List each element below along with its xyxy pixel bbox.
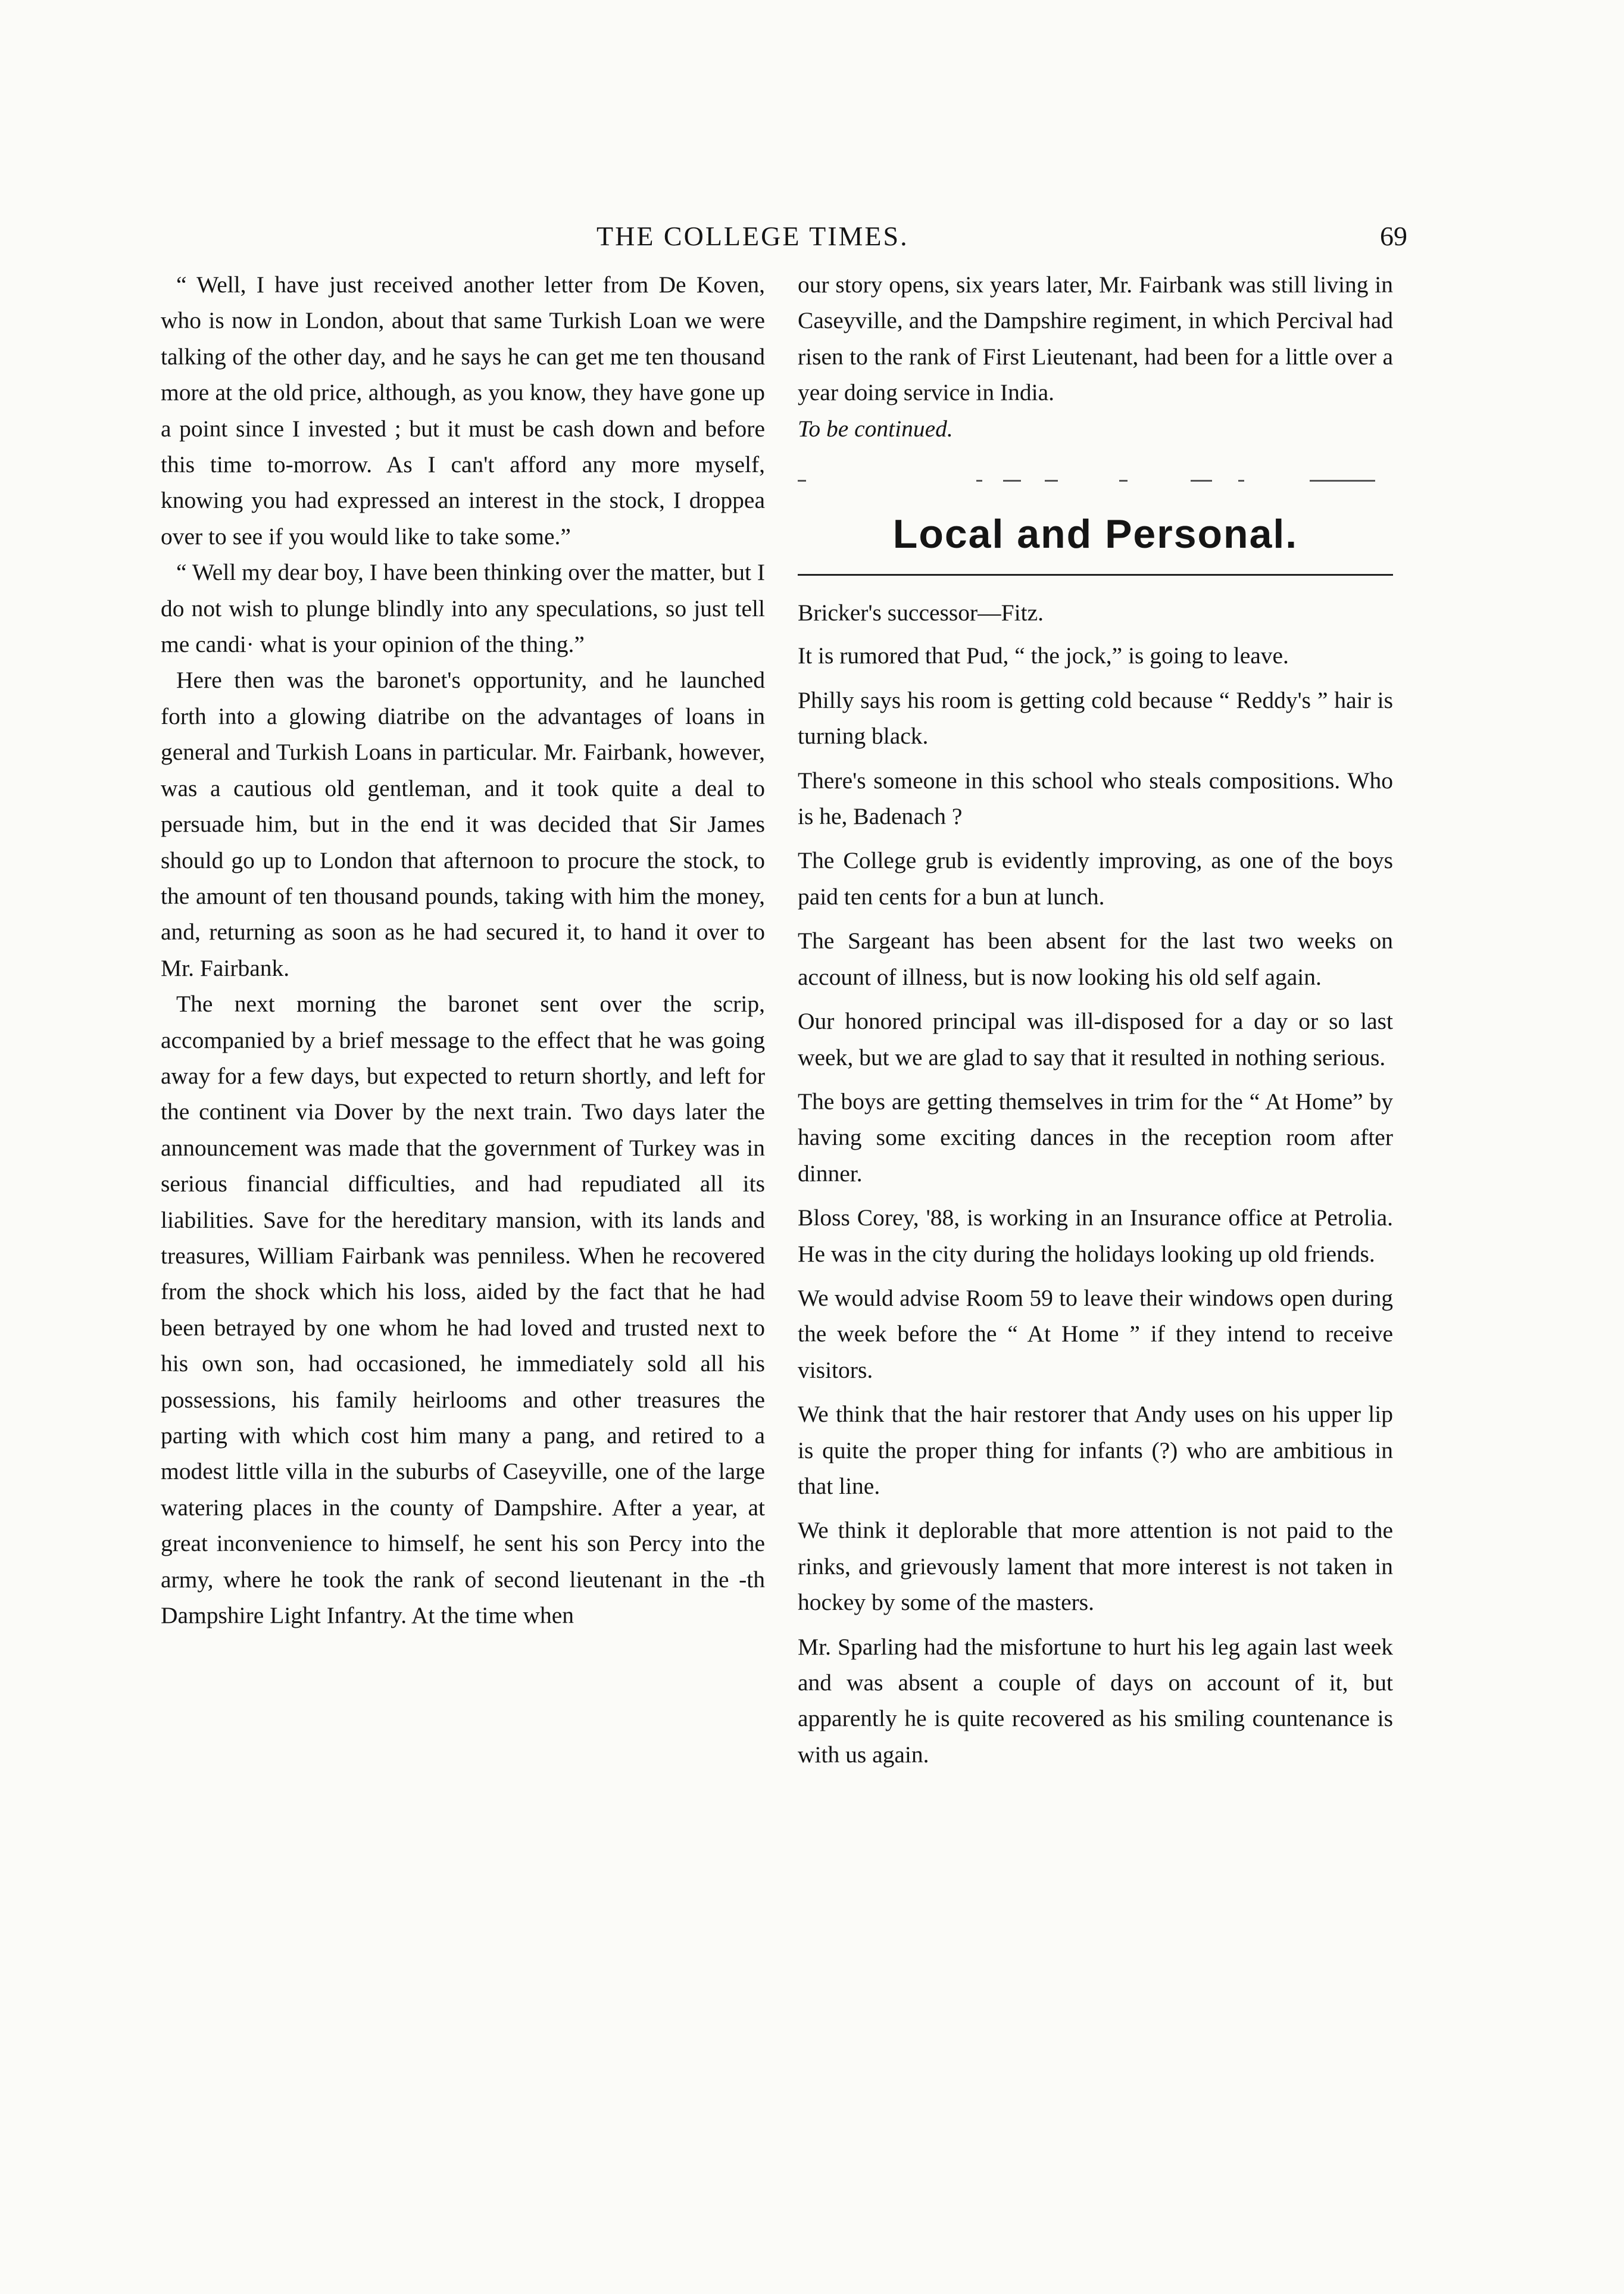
story-paragraph: our story opens, six years later, Mr. Fairbank was still living in Caseyville, and the Dampshire regiment, in which Percival had risen to the rank of First Lieutenant, had been for a little over a year doing service in India. xyxy=(798,271,1393,406)
note-item: The boys are getting themselves in trim for the “ At Home” by having some exciting dances in the reception room after dinner. xyxy=(798,1088,1393,1187)
note-item: We think it deplorable that more attention is not paid to the rinks, and grievously lament that more interest is not taken in hockey by some of the masters. xyxy=(798,1517,1393,1616)
running-head xyxy=(0,220,1624,256)
to-be-continued: To be continued. xyxy=(798,415,953,442)
story-paragraph: The next morning the baronet sent over the scrip, accompanied by a brief message to the effect that he was going away for a few days, but expected to return shortly, and left for the continent via Dover by the next train. Two days later the announcement was made that the government of Turkey was in serious financial difficulties, and had repudiated all its liabilities. Save for the hereditary mansion, with its lands and treasures, William Fairbank was penniless. When he recovered from the shock which his loss, aided by the fact that he had been betrayed by one whom he had loved and trusted next to his own son, had occasioned, he immediately sold all his possessions, his family heirlooms and other treasures the parting with which cost him many a pang, and retired to a modest little villa in the suburbs of Caseyville, one of the large watering places in the county of Dampshire. After a year, at great inconvenience to himself, he sent his son Percy into the army, where he took the rank of second lieutenant in the -th Dampshire Light Infantry. At the time when xyxy=(161,991,765,1629)
decorative-dashes xyxy=(798,473,1393,489)
page-number: 69 xyxy=(1380,221,1407,251)
story-paragraph: “ Well, I have just received another letter from De Koven, who is now in London, about that same Turkish Loan we were talking of the other day, and he says he can get me ten thousand more at the old price, although, as you know, they have gone up a point since I invested ; but it must be cash down and before this time to-morrow. As I can't afford any more myself, knowing you had expressed an interest in the stock, I droppea over to see if you would like to take some.” xyxy=(161,271,765,550)
note-item: There's someone in this school who steals compositions. Who is he, Badenach ? xyxy=(798,767,1393,830)
section-rule xyxy=(798,574,1393,576)
note-item: Our honored principal was ill-disposed for a day or so last week, but we are glad to say that it resulted in nothing serious. xyxy=(798,1008,1393,1070)
local-notes xyxy=(798,595,1393,1772)
note-item: Bloss Corey, '88, is working in an Insurance office at Petrolia. He was in the city during the holidays looking up old friends. xyxy=(798,1204,1393,1267)
note-item: We think that the hair restorer that Andy uses on his upper lip is quite the proper thing for infants (?) who are ambitious in that line. xyxy=(798,1401,1393,1499)
note-item: We would advise Room 59 to leave their windows open during the week before the “ At Home ” if they intend to receive visitors. xyxy=(798,1284,1393,1383)
note-item: Bricker's successor—Fitz. xyxy=(798,600,1044,626)
note-item: It is rumored that Pud, “ the jock,” is going to leave. xyxy=(798,642,1289,669)
story-paragraph: Here then was the baronet's opportunity, and he launched forth into a glowing diatribe on the advantages of loans in general and Turkish Loans in particular. Mr. Fairbank, however, was a cautious old gentleman, and it took quite a deal to persuade him, but in the end it was decided that Sir James should go up to London that afternoon to procure the stock, to the amount of ten thousand pounds, taking with him the money, and, returning as soon as he had secured it, to hand it over to Mr. Fairbank. xyxy=(161,667,765,981)
running-title: THE COLLEGE TIMES. xyxy=(596,221,909,251)
section-title: Local and Personal. xyxy=(892,511,1298,557)
story-paragraph: “ Well my dear boy, I have been thinking over the matter, but I do not wish to plunge blindly into any speculations, so just tell me candi· what is your opinion of the thing.” xyxy=(161,559,766,658)
right-column xyxy=(798,267,1393,1781)
note-item: The College grub is evidently improving, as one of the boys paid ten cents for a bun at lunch. xyxy=(798,847,1393,910)
note-item: Mr. Sparling had the misfortune to hurt his leg again last week and was absent a couple of days on account of it, but apparently he is quite recovered as his smiling countenance is with us again. xyxy=(798,1633,1393,1768)
note-item: Philly says his room is getting cold because “ Reddy's ” hair is turning black. xyxy=(798,686,1393,750)
note-item: The Sargeant has been absent for the last two weeks on account of illness, but is now looking his old self again. xyxy=(798,928,1393,990)
left-column xyxy=(161,267,765,1633)
